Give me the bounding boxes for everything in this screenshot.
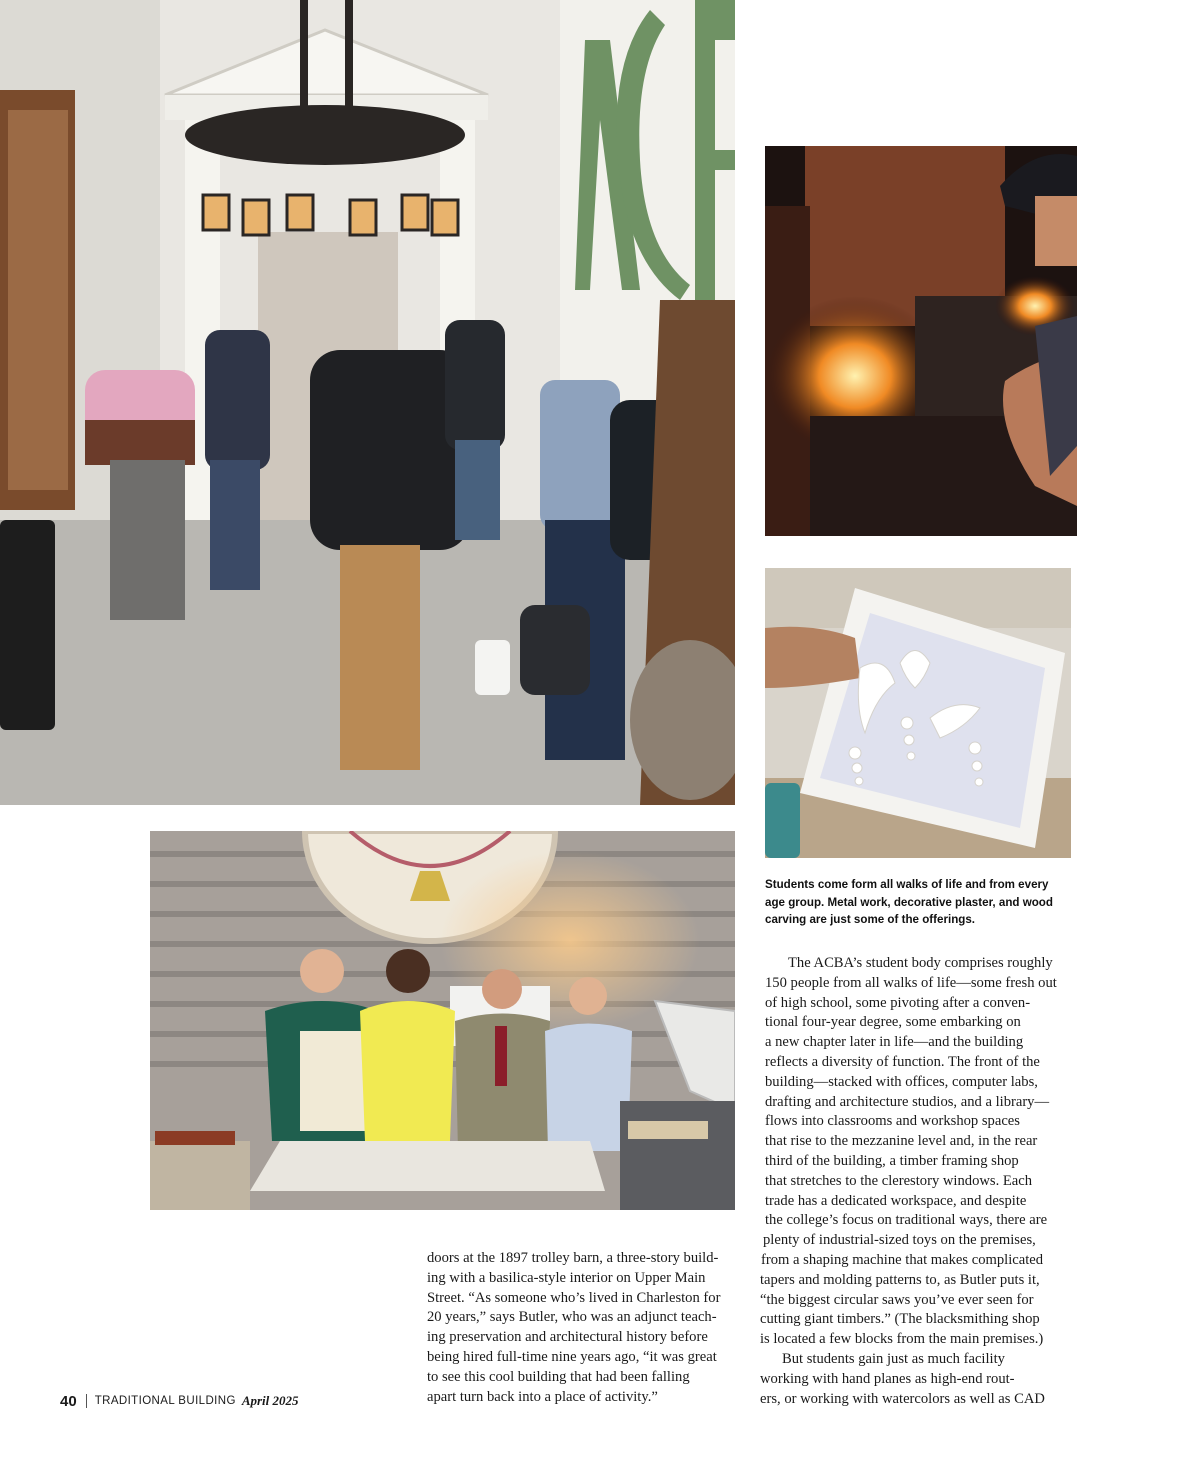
text-line: ing with a basilica-style interior on Upper Main — [427, 1269, 706, 1286]
photo-group-portrait — [150, 831, 735, 1210]
page-folio — [60, 1391, 299, 1411]
text-line: third of the building, a timber framing shop — [765, 1152, 1019, 1169]
text-line: But students gain just as much facility — [782, 1350, 1005, 1367]
text-line: to see this cool building that had been falling — [427, 1368, 690, 1385]
text-line: tional four-year degree, some embarking on — [765, 1014, 1021, 1031]
text-line: building—stacked with offices, computer labs, — [765, 1073, 1038, 1090]
text-line: doors at the 1897 trolley barn, a three-story build- — [427, 1250, 719, 1266]
text-line: drafting and architecture studios, and a library— — [765, 1093, 1050, 1110]
photo-workshop-hall — [0, 0, 735, 805]
text-line: ing preservation and architectural history before — [427, 1329, 708, 1346]
text-line: ers, or working with watercolors as well as CAD — [760, 1390, 1045, 1407]
text-line: flows into classrooms and workshop spaces — [765, 1113, 1020, 1130]
page-number: 40 — [60, 1392, 77, 1410]
text-line: plenty of industrial-sized toys on the premises, — [763, 1232, 1036, 1249]
issue-date: April 2025 — [241, 1393, 299, 1408]
text-line: trade has a dedicated workspace, and despite — [765, 1192, 1027, 1209]
text-line: a new chapter later in life—and the building — [765, 1034, 1024, 1051]
paragraph — [760, 954, 1080, 1350]
photo-decorative-plaster — [765, 568, 1071, 858]
photo-blacksmith-forge — [765, 146, 1077, 536]
text-line: 20 years,” says Butler, who was an adjunct teach- — [427, 1309, 717, 1326]
text-line: from a shaping machine that makes complicated — [761, 1251, 1044, 1268]
text-line: that rise to the mezzanine level and, in the rear — [765, 1133, 1038, 1150]
photo-caption: Students come form all walks of life and from every age group. Metal work, decorative plaster, and wood carving are just some of the offerings. — [765, 878, 1053, 926]
text-line: “the biggest circular saws you’ve ever seen for — [760, 1291, 1034, 1308]
body-text-left-column — [426, 1249, 741, 1407]
text-line: being hired full-time nine years ago, “it was great — [427, 1348, 717, 1365]
text-line: 150 people from all walks of life—some fresh out — [765, 974, 1057, 991]
text-line: the college’s focus on traditional ways, there are — [765, 1212, 1048, 1229]
text-line: is located a few blocks from the main premises.) — [760, 1331, 1044, 1348]
text-line: Street. “As someone who’s lived in Charleston for — [427, 1289, 721, 1306]
text-line: tapers and molding patterns to, as Butler puts it, — [760, 1271, 1040, 1288]
folio-divider — [86, 1394, 87, 1408]
text-line: apart turn back into a place of activity.” — [427, 1388, 658, 1405]
text-line: The ACBA’s student body comprises roughly — [788, 955, 1053, 971]
text-line: reflects a diversity of function. The front of the — [765, 1053, 1040, 1070]
body-text-right-column — [760, 954, 1080, 1409]
magazine-name: TRADITIONAL BUILDING — [94, 1395, 236, 1407]
paragraph — [760, 1350, 1080, 1409]
text-line: working with hand planes as high-end rout- — [760, 1370, 1015, 1387]
text-line: cutting giant timbers.” (The blacksmithing shop — [760, 1311, 1040, 1328]
text-line: of high school, some pivoting after a conven- — [765, 994, 1031, 1011]
text-line: that stretches to the clerestory windows. Each — [765, 1172, 1033, 1189]
